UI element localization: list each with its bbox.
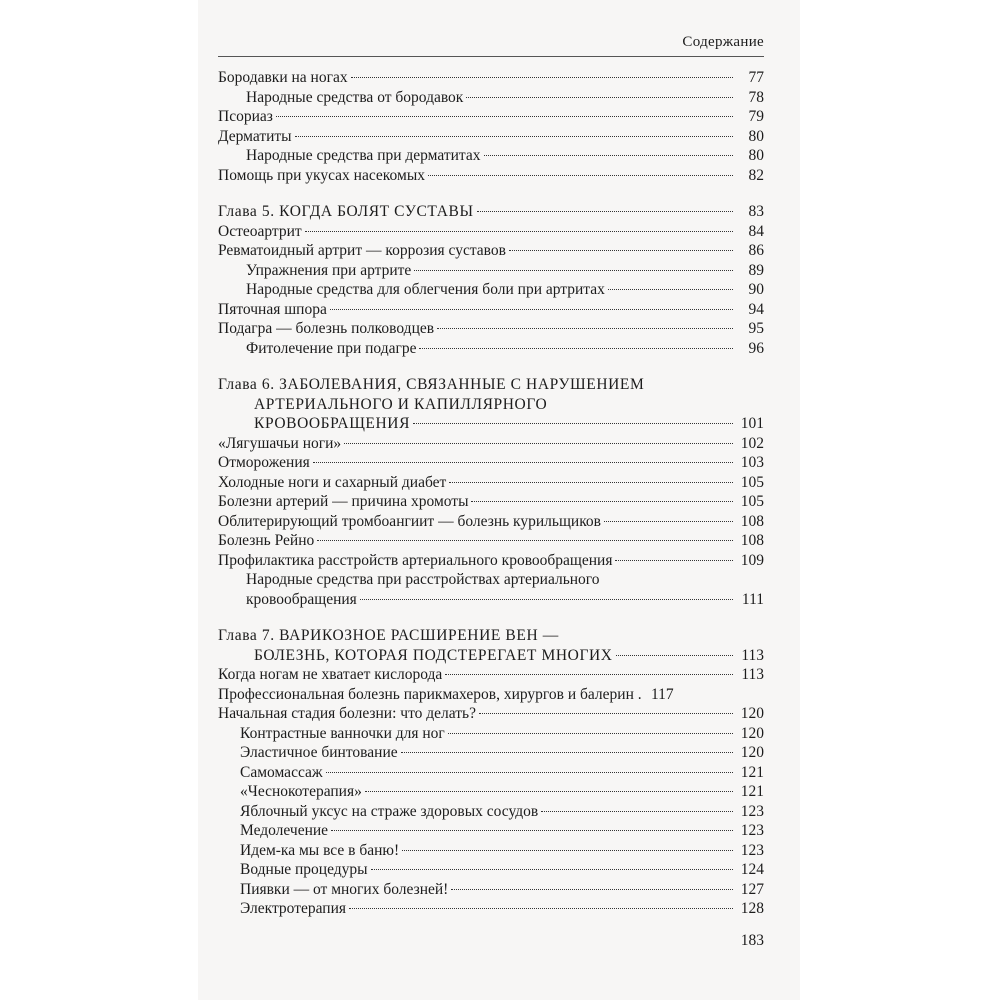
- leader-dots: [448, 733, 733, 734]
- leader-dots: [349, 908, 733, 909]
- toc-chapter-title: Глава 5. КОГДА БОЛЯТ СУСТАВЫ: [218, 203, 474, 220]
- table-of-contents: [218, 68, 764, 919]
- toc-entry: [218, 88, 764, 108]
- toc-entry: [218, 685, 764, 705]
- leader-dots: [451, 889, 733, 890]
- toc-entry: [218, 841, 764, 861]
- toc-entry-title: Когда ногам не хватает кислорода: [218, 666, 443, 683]
- leader-dots: [326, 772, 733, 773]
- toc-entry-page: 90: [748, 281, 764, 298]
- toc-entry: [218, 512, 764, 532]
- leader-dots: [437, 328, 733, 329]
- leader-dots: [365, 791, 733, 792]
- toc-entry: [218, 107, 764, 127]
- toc-chapter-title-cont: БОЛЕЗНЬ, КОТОРАЯ ПОДСТЕРЕГАЕТ МНОГИХ: [254, 646, 613, 664]
- header-rule: [218, 56, 764, 57]
- toc-entry-title: Болезнь Рейно: [218, 532, 315, 549]
- toc-entry-page: 94: [748, 300, 764, 318]
- toc-entry-title: Народные средства при дерматитах: [246, 147, 481, 164]
- toc-chapter-5: [218, 202, 764, 222]
- toc-entry-page: 111: [741, 590, 764, 608]
- toc-entry-title: Народные средства от бородавок: [246, 88, 464, 106]
- toc-entry: [218, 222, 764, 242]
- toc-chapter-title-cont: КРОВООБРАЩЕНИЯ: [254, 415, 411, 432]
- toc-entry-page: 82: [748, 166, 764, 184]
- toc-entry: [218, 743, 764, 763]
- toc-entry: [218, 763, 764, 783]
- toc-chapter-title: Глава 7. ВАРИКОЗНОЕ РАСШИРЕНИЕ ВЕН —: [218, 627, 559, 644]
- leader-dots: [541, 811, 733, 812]
- toc-entry-page: 78: [748, 88, 764, 106]
- toc-entry-page: 105: [740, 493, 764, 510]
- toc-entry-title: Псориаз: [218, 108, 273, 125]
- toc-chapter-6-line-2: [218, 395, 764, 415]
- toc-entry: [218, 146, 764, 166]
- leader-dots: [477, 211, 733, 212]
- toc-entry: [218, 166, 764, 186]
- leader-dots: [413, 423, 733, 424]
- toc-entry-title: Идем-ка мы все в баню!: [240, 841, 400, 859]
- toc-entry-cont: [218, 590, 764, 610]
- leader-dots: [414, 270, 733, 271]
- toc-entry: [218, 339, 764, 359]
- toc-entry-page: 108: [740, 512, 764, 530]
- toc-entry-title: «Чеснокотерапия»: [240, 783, 362, 800]
- leader-dots: [449, 482, 733, 483]
- toc-entry-page: 123: [740, 822, 764, 839]
- toc-entry: [218, 899, 764, 919]
- toc-entry: [218, 68, 764, 88]
- toc-entry: [218, 127, 764, 147]
- toc-entry-page: 80: [748, 127, 764, 145]
- toc-entry-page: 96: [748, 339, 764, 357]
- toc-entry-page: 113: [741, 666, 764, 683]
- leader-dots: [484, 155, 733, 156]
- toc-entry-page: 123: [740, 802, 764, 820]
- leader-dots: [330, 309, 733, 310]
- toc-entry-page: 84: [748, 222, 764, 240]
- leader-dots: [479, 713, 733, 714]
- toc-entry-title: Медолечение: [240, 822, 329, 839]
- leader-dots: [351, 77, 733, 78]
- toc-entry-page: 102: [740, 434, 764, 452]
- toc-entry: [218, 434, 764, 454]
- toc-entry: [218, 570, 764, 590]
- toc-entry-page: 95: [748, 320, 764, 337]
- toc-entry-title: Остеоартрит: [218, 222, 302, 240]
- toc-entry: [218, 300, 764, 320]
- toc-entry-title: Ревматоидный артрит — коррозия суставов: [218, 242, 506, 259]
- toc-entry: [218, 453, 764, 473]
- leader-dots: [360, 599, 733, 600]
- leader-dots: [344, 443, 733, 444]
- toc-entry-title: Фитолечение при подагре: [246, 339, 417, 357]
- toc-entry-page: 120: [740, 724, 764, 742]
- toc-entry-title: Отморожения: [218, 454, 310, 471]
- leader-dots: [604, 521, 733, 522]
- toc-entry-title: Помощь при укусах насекомых: [218, 166, 425, 184]
- toc-entry-page: 103: [740, 454, 764, 471]
- toc-chapter-title: Глава 6. ЗАБОЛЕВАНИЯ, СВЯЗАННЫЕ С НАРУШЕНИЕМ: [218, 376, 645, 393]
- toc-chapter-7-line-2: [218, 646, 764, 666]
- toc-entry-page: 89: [748, 261, 764, 279]
- leader-dots: [428, 175, 733, 176]
- toc-entry-page: 120: [740, 705, 764, 722]
- toc-entry-title: Бородавки на ногах: [218, 69, 348, 86]
- toc-entry: [218, 821, 764, 841]
- toc-entry: [218, 860, 764, 880]
- leader-dots: [616, 655, 733, 656]
- toc-entry-title: Начальная стадия болезни: что делать?: [218, 705, 476, 722]
- toc-entry-title: Холодные ноги и сахарный диабет: [218, 473, 447, 491]
- toc-entry-title: Самомассаж: [240, 763, 323, 781]
- toc-entry: [218, 241, 764, 261]
- leader-dots: [402, 850, 733, 851]
- toc-entry-page: 128: [740, 900, 764, 917]
- toc-entry: [218, 280, 764, 300]
- leader-dots: [471, 501, 733, 502]
- toc-entry-title: Дерматиты: [218, 127, 292, 145]
- leader-dots: [331, 830, 733, 831]
- book-page: [198, 0, 800, 1000]
- toc-entry-title: Водные процедуры: [240, 861, 368, 878]
- leader-dots: [305, 231, 733, 232]
- leader-dots: [295, 136, 733, 137]
- toc-entry-title: Пиявки — от многих болезней!: [240, 880, 449, 898]
- toc-entry-page: 77: [748, 69, 764, 86]
- toc-entry: [218, 492, 764, 512]
- toc-entry-title-cont: кровообращения: [246, 590, 357, 608]
- toc-entry-title: Народные средства для облегчения боли при артритах: [246, 281, 605, 298]
- toc-entry-title: Народные средства при расстройствах артериального: [246, 571, 600, 588]
- toc-entry-page: 79: [748, 108, 764, 125]
- toc-entry-title: «Лягушачьи ноги»: [218, 434, 342, 452]
- toc-entry-page: 105: [740, 473, 764, 491]
- toc-entry-title: Облитерирующий тромбоангиит — болезнь курильщиков: [218, 512, 602, 530]
- toc-chapter-6-line-3: [218, 414, 764, 434]
- leader-dots: [509, 250, 733, 251]
- toc-entry-title: Электротерапия: [240, 900, 347, 917]
- running-head: Содержание: [682, 34, 764, 50]
- toc-entry: [218, 880, 764, 900]
- leader-dots: [313, 462, 733, 463]
- leader-dots: [466, 97, 733, 98]
- toc-entry-page: 121: [740, 763, 764, 781]
- toc-entry: [218, 782, 764, 802]
- toc-entry-page: 121: [740, 783, 764, 800]
- toc-entry-title: Яблочный уксус на страже здоровых сосудов: [240, 802, 539, 820]
- leader-dots: [371, 869, 733, 870]
- toc-entry-page: 109: [740, 551, 764, 569]
- toc-entry-title: Упражнения при артрите: [246, 261, 412, 279]
- toc-entry: [218, 551, 764, 571]
- leader-dots: [615, 560, 733, 561]
- toc-entry-page: 124: [740, 861, 764, 878]
- leader-dots: [401, 752, 733, 753]
- toc-entry-page: 123: [740, 841, 764, 859]
- toc-chapter-6-line-1: [218, 375, 764, 395]
- toc-entry-title: Пяточная шпора: [218, 300, 327, 318]
- toc-entry-page: 127: [740, 880, 764, 898]
- toc-entry-title: Профессиональная болезнь парикмахеров, хирургов и балерин .: [218, 685, 642, 703]
- toc-entry-page: 113: [741, 646, 764, 664]
- toc-entry: [218, 665, 764, 685]
- toc-entry-title: Болезни артерий — причина хромоты: [218, 493, 469, 510]
- leader-dots: [276, 116, 733, 117]
- toc-entry-page: 83: [748, 203, 764, 220]
- toc-entry-title: Подагра — болезнь полководцев: [218, 320, 435, 337]
- leader-dots: [317, 540, 733, 541]
- toc-entry-title: Эластичное бинтование: [240, 744, 398, 761]
- toc-entry: [218, 531, 764, 551]
- toc-entry-page: 108: [740, 532, 764, 549]
- leader-dots: [419, 348, 733, 349]
- toc-entry: [218, 261, 764, 281]
- toc-entry: [218, 319, 764, 339]
- toc-entry-title: Контрастные ванночки для ног: [240, 724, 445, 742]
- toc-entry-page: 80: [748, 147, 764, 164]
- leader-dots: [445, 674, 733, 675]
- toc-entry-page: 86: [748, 242, 764, 259]
- toc-entry: [218, 724, 764, 744]
- toc-entry-page: 101: [740, 415, 764, 432]
- toc-chapter-7-line-1: [218, 626, 764, 646]
- toc-entry-title: Профилактика расстройств артериального кровообращения: [218, 551, 613, 569]
- toc-entry: [218, 473, 764, 493]
- toc-entry-page: 120: [740, 744, 764, 761]
- toc-entry: [218, 704, 764, 724]
- leader-dots: [608, 289, 733, 290]
- toc-entry-page: 117: [650, 685, 674, 703]
- toc-chapter-title-cont: АРТЕРИАЛЬНОГО И КАПИЛЛЯРНОГО: [254, 395, 548, 413]
- toc-entry: [218, 802, 764, 822]
- page-number: 183: [740, 932, 764, 949]
